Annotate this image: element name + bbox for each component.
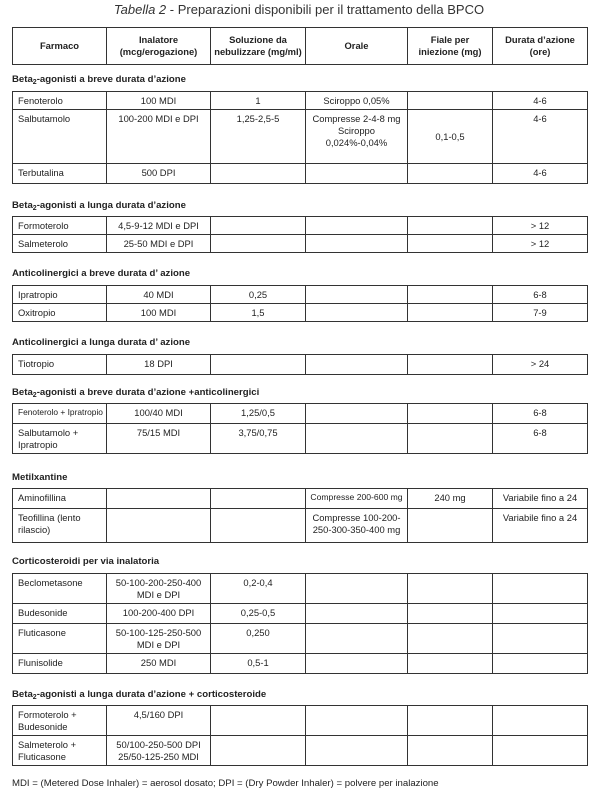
table-row xyxy=(13,164,588,184)
drug-name: Beclometasone xyxy=(13,574,107,604)
table-cell xyxy=(408,235,493,253)
table-row xyxy=(13,509,588,543)
table-cell: 4-6 xyxy=(493,164,588,184)
table-cell: Compresse 100-200-250-300-350-400 mg xyxy=(306,509,408,543)
table-cell: 0,5-1 xyxy=(211,654,306,674)
drug-name: Teofillina (lento rilascio) xyxy=(13,509,107,543)
table-row xyxy=(13,574,588,604)
table-cell xyxy=(107,489,211,509)
table-cell xyxy=(211,736,306,766)
table-cell xyxy=(408,286,493,304)
table-cell: > 12 xyxy=(493,235,588,253)
table-row xyxy=(13,706,588,736)
table-cell: 3,75/0,75 xyxy=(211,424,306,454)
drug-name: Flunisolide xyxy=(13,654,107,674)
table-title-prefix: Tabella 2 xyxy=(113,2,167,17)
table-cell xyxy=(306,286,408,304)
drug-group-table xyxy=(12,488,588,543)
table-row xyxy=(13,489,588,509)
footnote: MDI = (Metered Dose Inhaler) = aerosol dosato; DPI = (Dry Powder Inhaler) = polvere per inalazione xyxy=(12,778,439,789)
table-row xyxy=(13,355,588,375)
table-cell xyxy=(408,706,493,736)
table-cell: 40 MDI xyxy=(107,286,211,304)
table-row xyxy=(13,404,588,424)
table-cell: Variabile fino a 24 xyxy=(493,489,588,509)
table-cell: 4-6 xyxy=(493,110,588,164)
table-cell xyxy=(306,574,408,604)
group-title: Beta$_2$-agonisti a lunga durata d’azione + corticosteroide xyxy=(12,689,267,701)
table-cell xyxy=(306,164,408,184)
table-cell: 0,2-0,4 xyxy=(211,574,306,604)
drug-group-table xyxy=(12,354,588,375)
drug-name: Salbutamolo + Ipratropio xyxy=(13,424,107,454)
table-cell: Sciroppo 0,05% xyxy=(306,92,408,110)
table-cell: 50/100-250-500 DPI 25/50-125-250 MDI xyxy=(107,736,211,766)
table-cell: 250 MDI xyxy=(107,654,211,674)
group-title: Corticosteroidi per via inalatoria xyxy=(12,556,160,567)
drug-name: Salmeterolo xyxy=(13,235,107,253)
table-cell xyxy=(306,355,408,375)
table-row xyxy=(13,286,588,304)
table-cell xyxy=(306,624,408,654)
table-cell: 0,25 xyxy=(211,286,306,304)
drug-name: Formoterolo + Budesonide xyxy=(13,706,107,736)
table-cell xyxy=(493,654,588,674)
table-cell: 1,25/0,5 xyxy=(211,404,306,424)
table-cell xyxy=(493,604,588,624)
column-header: Farmaco xyxy=(13,28,107,65)
table-cell xyxy=(493,574,588,604)
table-row xyxy=(13,654,588,674)
table-cell: 4,5-9-12 MDI e DPI xyxy=(107,217,211,235)
table-cell xyxy=(408,304,493,322)
table-cell: Compresse 200-600 mg xyxy=(306,489,408,509)
table-cell: 75/15 MDI xyxy=(107,424,211,454)
table-cell: 100-200-400 DPI xyxy=(107,604,211,624)
group-title: Metilxantine xyxy=(12,472,68,483)
table-cell: Variabile fino a 24 xyxy=(493,509,588,543)
table-cell xyxy=(306,604,408,624)
table-cell xyxy=(493,706,588,736)
table-cell: 240 mg xyxy=(408,489,493,509)
column-header-row xyxy=(12,27,588,65)
table-cell: 0,25-0,5 xyxy=(211,604,306,624)
table-cell xyxy=(408,355,493,375)
table-cell xyxy=(306,217,408,235)
table-cell xyxy=(408,217,493,235)
table-cell xyxy=(306,654,408,674)
drug-group-table xyxy=(12,705,588,766)
table-cell xyxy=(408,604,493,624)
table-cell xyxy=(211,164,306,184)
column-header: Inalatore (mcg/erogazione) xyxy=(107,28,211,65)
table-cell: 6-8 xyxy=(493,424,588,454)
table-cell xyxy=(408,92,493,110)
table-cell xyxy=(211,217,306,235)
table-cell: Compresse 2-4-8 mg Sciroppo 0,024%-0,04% xyxy=(306,110,408,164)
drug-group-table xyxy=(12,403,588,454)
table-cell xyxy=(306,304,408,322)
drug-name: Fenoterolo + Ipratropio xyxy=(13,404,107,424)
group-title: Beta$_2$-agonisti a breve durata d’azione xyxy=(12,74,186,86)
column-header: Orale xyxy=(306,28,408,65)
table-cell: > 12 xyxy=(493,217,588,235)
table-cell: 1 xyxy=(211,92,306,110)
table-row xyxy=(13,604,588,624)
table-cell: 50-100-200-250-400 MDI e DPI xyxy=(107,574,211,604)
table-cell xyxy=(408,509,493,543)
table-cell: 500 DPI xyxy=(107,164,211,184)
group-title: Beta$_2$-agonisti a lunga durata d’azione xyxy=(12,200,186,212)
drug-name: Terbutalina xyxy=(13,164,107,184)
table-cell xyxy=(211,355,306,375)
table-cell xyxy=(408,624,493,654)
table-row xyxy=(13,110,588,164)
table-cell xyxy=(408,736,493,766)
drug-name: Ipratropio xyxy=(13,286,107,304)
column-header: Soluzione da nebulizzare (mg/ml) xyxy=(211,28,306,65)
group-title: Anticolinergici a lunga durata d’ azione xyxy=(12,337,191,348)
drug-group-table xyxy=(12,285,588,322)
drug-group-table xyxy=(12,573,588,674)
table-cell: > 24 xyxy=(493,355,588,375)
table-cell xyxy=(408,574,493,604)
table-row xyxy=(13,92,588,110)
table-title-text: - Preparazioni disponibili per il trattamento della BPCO xyxy=(166,2,485,17)
table-cell: 1,25-2,5-5 xyxy=(211,110,306,164)
table-title xyxy=(0,2,598,17)
table-cell xyxy=(211,509,306,543)
table-cell xyxy=(107,509,211,543)
drug-name: Budesonide xyxy=(13,604,107,624)
drug-group-table xyxy=(12,216,588,253)
group-title: Beta$_2$-agonisti a breve durata d’azione +anticolinergici xyxy=(12,387,260,399)
table-cell xyxy=(408,164,493,184)
table-cell: 18 DPI xyxy=(107,355,211,375)
table-cell xyxy=(306,424,408,454)
drug-name: Formoterolo xyxy=(13,217,107,235)
group-title: Anticolinergici a breve durata d’ azione xyxy=(12,268,191,279)
drug-name: Oxitropio xyxy=(13,304,107,322)
table-cell xyxy=(211,706,306,736)
drug-name: Fenoterolo xyxy=(13,92,107,110)
table-cell xyxy=(408,404,493,424)
table-cell xyxy=(306,706,408,736)
column-header: Durata d’azione (ore) xyxy=(493,28,588,65)
table-row xyxy=(13,304,588,322)
table-cell xyxy=(408,424,493,454)
drug-name: Fluticasone xyxy=(13,624,107,654)
table-cell: 25-50 MDI e DPI xyxy=(107,235,211,253)
table-cell: 100-200 MDI e DPI xyxy=(107,110,211,164)
table-cell: 100 MDI xyxy=(107,92,211,110)
table-cell: 100/40 MDI xyxy=(107,404,211,424)
table-cell xyxy=(211,235,306,253)
table-cell: 7-9 xyxy=(493,304,588,322)
table-cell: 4,5/160 DPI xyxy=(107,706,211,736)
table-cell xyxy=(493,736,588,766)
table-cell xyxy=(306,235,408,253)
drug-name: Aminofillina xyxy=(13,489,107,509)
table-row xyxy=(13,424,588,454)
drug-group-table xyxy=(12,91,588,184)
drug-name: Salbutamolo xyxy=(13,110,107,164)
drug-name: Salmeterolo + Fluticasone xyxy=(13,736,107,766)
column-header: Fiale per iniezione (mg) xyxy=(408,28,493,65)
table-cell xyxy=(306,736,408,766)
table-cell xyxy=(306,404,408,424)
table-cell: 1,5 xyxy=(211,304,306,322)
table-row xyxy=(13,217,588,235)
table-row xyxy=(13,736,588,766)
table-cell xyxy=(493,624,588,654)
table-cell: 4-6 xyxy=(493,92,588,110)
table-cell: 0,250 xyxy=(211,624,306,654)
table-cell xyxy=(211,489,306,509)
table-row xyxy=(13,624,588,654)
table-cell xyxy=(408,654,493,674)
table-cell: 6-8 xyxy=(493,404,588,424)
table-cell: 0,1-0,5 xyxy=(408,110,493,164)
table-cell: 6-8 xyxy=(493,286,588,304)
table-cell: 100 MDI xyxy=(107,304,211,322)
table-cell: 50-100-125-250-500 MDI e DPI xyxy=(107,624,211,654)
table-row xyxy=(13,235,588,253)
drug-name: Tiotropio xyxy=(13,355,107,375)
